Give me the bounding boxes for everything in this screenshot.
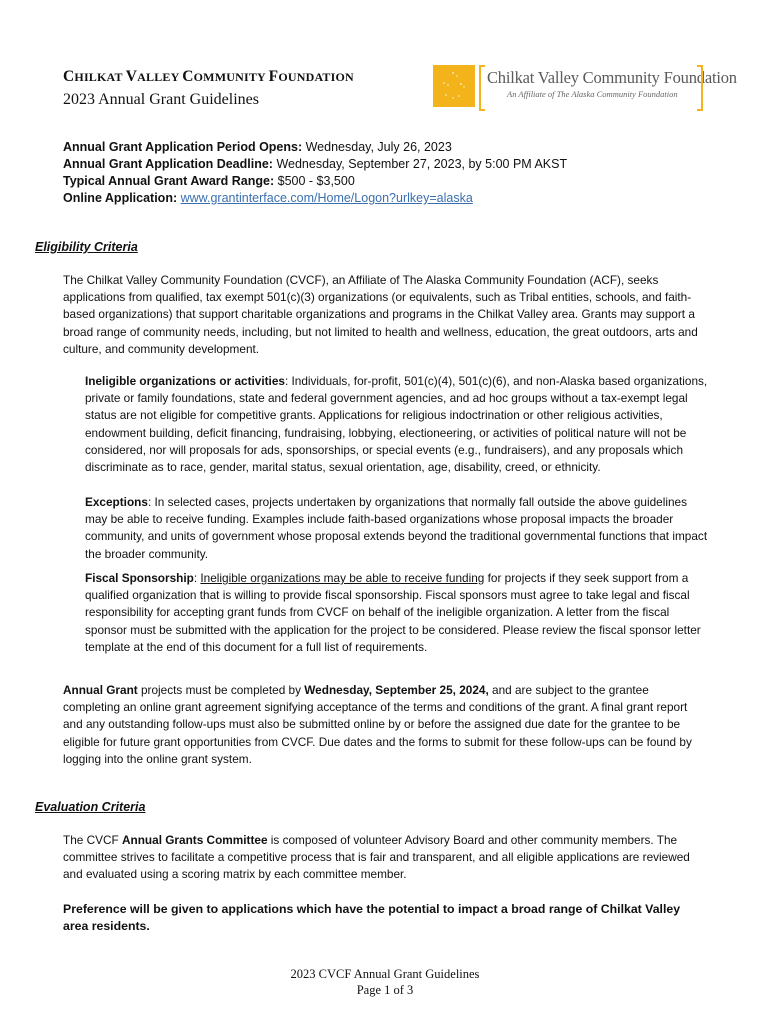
- evaluation-heading: Evaluation Criteria: [35, 800, 146, 814]
- org-name-part: C: [63, 68, 75, 85]
- eligibility-heading: Eligibility Criteria: [35, 240, 138, 254]
- online-application-label: Online Application:: [63, 191, 178, 205]
- document-title: 2023 Annual Grant Guidelines: [63, 91, 259, 108]
- exceptions-text: : In selected cases, projects undertaken by organizations that normally fall outside the above guidelines may be able to receive funding. Examples include faith-based organizations whose proposal impacts the broader community, and units of government whose proposal extends beyond the traditional governmental functions that impact the broader community.: [85, 495, 708, 561]
- org-name-part: ALLEY: [137, 70, 183, 84]
- org-name-part: HILKAT: [74, 70, 126, 84]
- period-opens-line: [63, 139, 567, 156]
- org-name-part: V: [125, 68, 138, 85]
- exceptions-label: Exceptions: [85, 495, 148, 509]
- period-opens-label: Annual Grant Application Period Opens:: [63, 140, 303, 154]
- fiscal-sponsorship-paragraph: [85, 570, 708, 656]
- evaluation-paragraph: [63, 832, 708, 884]
- org-name-part: OUNDATION: [278, 70, 354, 84]
- deadline-line: [63, 156, 567, 173]
- logo-bracket-left: [479, 65, 485, 111]
- logo-tagline: An Affiliate of The Alaska Community Foundation: [507, 89, 678, 99]
- ineligible-paragraph: [85, 373, 708, 476]
- org-name-part: F: [268, 68, 279, 85]
- deadline-label: Annual Grant Application Deadline:: [63, 157, 273, 171]
- annual-grant-text: projects must be completed by: [137, 683, 305, 697]
- committee-name: Annual Grants Committee: [122, 833, 268, 847]
- preference-statement: Preference will be given to applications which have the potential to impact a broad range of Chilkat Valley area residents.: [63, 902, 681, 934]
- online-application-link[interactable]: www.grantinterface.com/Home/Logon?urlkey=alaska: [180, 191, 473, 205]
- online-application-line: [63, 190, 567, 207]
- evaluation-text: The CVCF: [63, 833, 122, 847]
- footer-title: 2023 CVCF Annual Grant Guidelines: [290, 967, 480, 981]
- deadline-value: Wednesday, September 27, 2023, by 5:00 PM AKST: [272, 157, 568, 171]
- page-footer: [0, 966, 770, 998]
- fiscal-text: for projects if they seek support from a qualified organization that is willing to provide fiscal sponsorship. Fiscal sponsors must agree to take legal and fiscal responsibility for accepting grant funds from CVCF on behalf of the ineligible organization. A letter from the fiscal sponsor must be submitted with the application for the project to be considered. Please review the fiscal sponsor letter template at the end of this document for a full list of requirements.: [85, 571, 701, 654]
- logo-name: Chilkat Valley Community Foundation: [487, 68, 737, 87]
- award-range-line: [63, 173, 567, 190]
- key-dates-block: [63, 139, 567, 207]
- org-name-part: OMMUNITY: [193, 70, 269, 84]
- page-number: Page 1 of 3: [356, 983, 414, 997]
- exceptions-paragraph: [85, 494, 708, 563]
- ineligible-label: Ineligible organizations or activities: [85, 374, 285, 388]
- annual-grant-text: and are subject to the grantee completing an online grant agreement signifying acceptance of the terms and conditions of the grant. A final grant report and any outstanding follow-ups must also be submitted online by or before the assigned due date for the grantee to be eligible for future grant opportunities from CVCF. Due dates and the forms to submit for these follow-ups can be found by logging into the online grant system.: [63, 683, 692, 766]
- award-range-value: $500 - $3,500: [274, 174, 355, 188]
- annual-grant-date: Wednesday, September 25, 2024,: [304, 683, 489, 697]
- fiscal-label: Fiscal Sponsorship: [85, 571, 194, 585]
- award-range-label: Typical Annual Grant Award Range:: [63, 174, 275, 188]
- eligibility-intro: The Chilkat Valley Community Foundation (CVCF), an Affiliate of The Alaska Community Foundation (ACF), seeks applications from qualified, tax exempt 501(c)(3) organizations (or equivalents, such as Tribal entities, schools, and faith-based organizations) that support charitable organizations and programs in the Chilkat Valley area. Grants may support a broad range of community needs, including, but not limited to health and wellness, education, the great outdoors, arts and culture, and community development.: [63, 273, 698, 356]
- period-opens-value: Wednesday, July 26, 2023: [302, 140, 452, 154]
- fiscal-underlined-text: Ineligible organizations may be able to receive funding: [200, 571, 485, 585]
- org-name-heading: [63, 68, 354, 86]
- annual-grant-label: Annual Grant: [63, 683, 138, 697]
- annual-grant-paragraph: [63, 682, 708, 768]
- logo-bracket-right: [697, 65, 703, 111]
- ineligible-text: : Individuals, for-profit, 501(c)(4), 501(c)(6), and non-Alaska based organizations, private or family foundations, state and federal government agencies, and ad hoc groups without a tax-exempt legal status are not eligible for competitive grants. Applications for religious indoctrination or other religious activities, endowment building, deficit financing, fundraising, lobbying, electioneering, or activities of political nature will not be considered, nor will proposals for ads, sponsorships, or special events (e.g., fundraisers), and any proposals which discriminate as to race, gender, marital status, sexual orientation, age, disability, creed, or ethnicity.: [85, 374, 708, 475]
- fiscal-colon: :: [193, 571, 201, 585]
- org-name-part: C: [182, 68, 194, 85]
- evaluation-text: is composed of volunteer Advisory Board and other community members. The committee strives to facilitate a competitive process that is fair and transparent, and all eligible applications are reviewed and evaluated using a scoring matrix by each committee member.: [63, 833, 690, 882]
- foundation-logo: [433, 65, 737, 109]
- logo-mark-icon: [433, 65, 475, 107]
